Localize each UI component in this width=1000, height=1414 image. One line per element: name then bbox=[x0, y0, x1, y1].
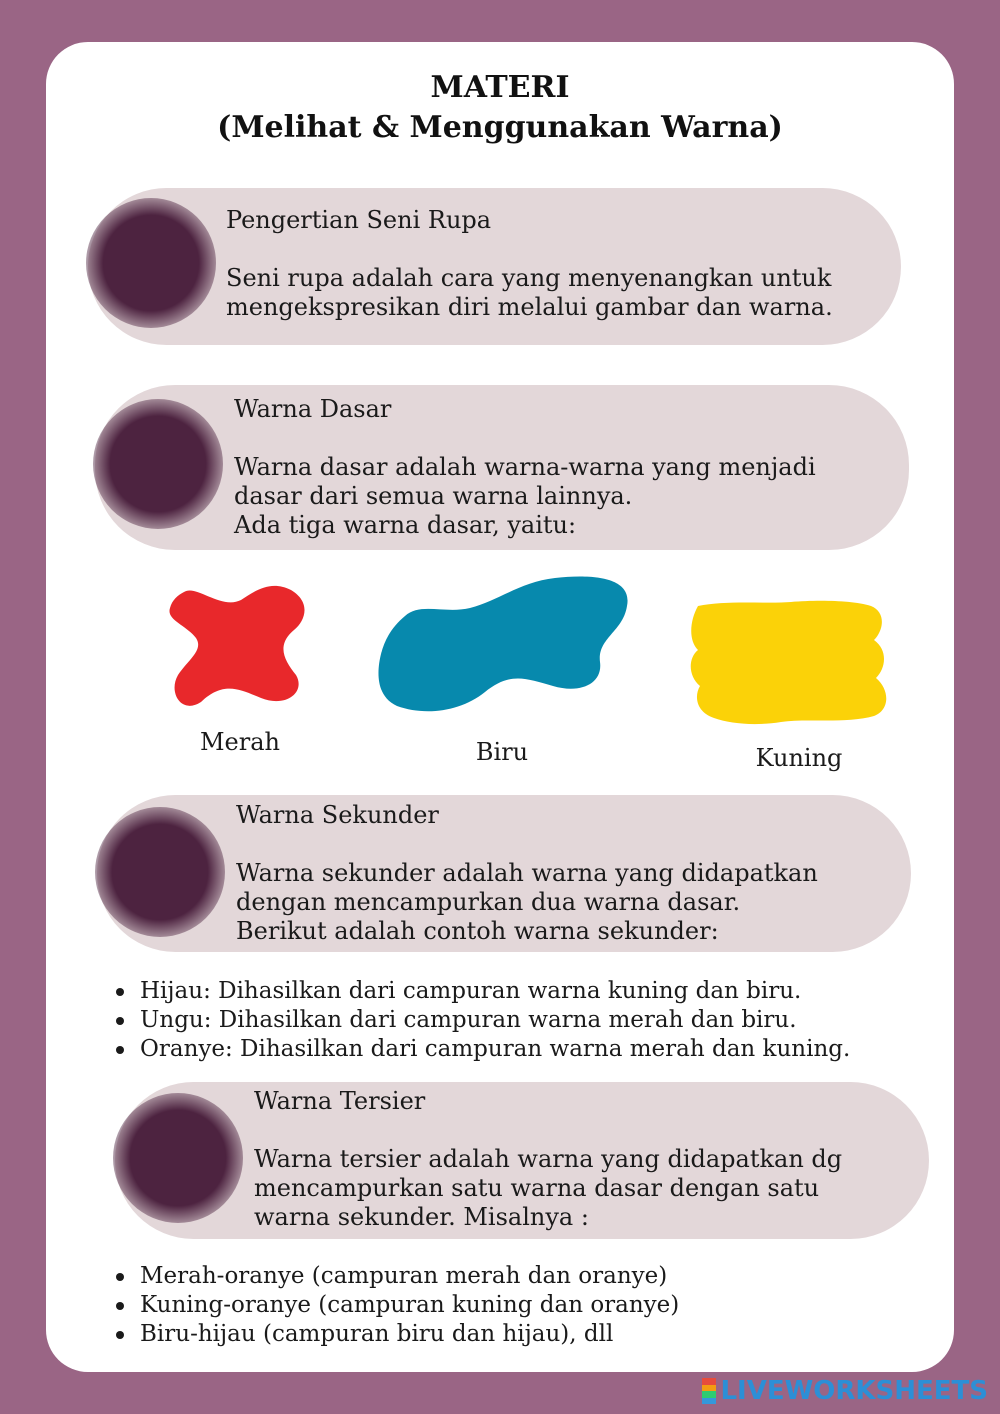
bullet-dot-icon bbox=[93, 399, 223, 529]
section-seni-rupa bbox=[226, 206, 833, 322]
page-title: MATERI bbox=[430, 70, 570, 105]
section-heading: Warna Sekunder bbox=[236, 801, 439, 829]
color-label-biru: Biru bbox=[475, 738, 529, 766]
color-label-merah: Merah bbox=[199, 728, 280, 756]
blue-blob-shape bbox=[378, 576, 627, 711]
section-heading: Warna Tersier bbox=[254, 1087, 426, 1115]
list-item: Biru-hijau (campuran biru dan hijau), dll bbox=[112, 1320, 679, 1349]
list-item: Kuning-oranye (campuran kuning dan oranye) bbox=[112, 1291, 679, 1320]
list-item: Hijau: Dihasilkan dari campuran warna kuning dan biru. bbox=[112, 977, 850, 1006]
yellow-blob-shape bbox=[691, 601, 887, 724]
bullet-dot-icon bbox=[113, 1093, 243, 1223]
yellow-paint-blob bbox=[686, 598, 891, 726]
section-body: Warna dasar adalah warna-warna yang menjadi dasar dari semua warna lainnya. Ada tiga warna dasar, yaitu: bbox=[234, 453, 816, 539]
section-body: Warna tersier adalah warna yang didapatkan dg mencampurkan satu warna dasar dengan satu warna sekunder. Misalnya : bbox=[254, 1145, 843, 1231]
tertiary-color-list bbox=[112, 1262, 679, 1349]
red-blob-shape bbox=[169, 586, 304, 706]
liveworksheets-logo-text: LIVEWORKSHEETS bbox=[720, 1376, 988, 1406]
section-heading: Warna Dasar bbox=[234, 395, 392, 423]
section-warna-dasar bbox=[234, 395, 816, 540]
secondary-color-list bbox=[112, 977, 850, 1064]
list-item: Oranye: Dihasilkan dari campuran warna merah dan kuning. bbox=[112, 1035, 850, 1064]
section-warna-sekunder bbox=[236, 801, 818, 946]
section-heading: Pengertian Seni Rupa bbox=[226, 206, 492, 234]
bullet-dot-icon bbox=[86, 198, 216, 328]
liveworksheets-logo-icon bbox=[702, 1378, 716, 1404]
color-label-kuning: Kuning bbox=[755, 744, 843, 772]
section-body: Warna sekunder adalah warna yang didapatkan dengan mencampurkan dua warna dasar. Berikut adalah contoh warna sekunder: bbox=[236, 859, 818, 945]
page-subtitle: (Melihat & Menggunakan Warna) bbox=[217, 110, 783, 145]
red-paint-blob bbox=[166, 580, 311, 710]
list-item: Ungu: Dihasilkan dari campuran warna merah dan biru. bbox=[112, 1006, 850, 1035]
bullet-dot-icon bbox=[95, 807, 225, 937]
section-body: Seni rupa adalah cara yang menyenangkan untuk mengekspresikan diri melalui gambar dan warna. bbox=[226, 264, 833, 321]
liveworksheets-logo bbox=[702, 1374, 988, 1408]
section-warna-tersier bbox=[254, 1087, 842, 1232]
list-item: Merah-oranye (campuran merah dan oranye) bbox=[112, 1262, 679, 1291]
blue-paint-blob bbox=[375, 574, 633, 714]
